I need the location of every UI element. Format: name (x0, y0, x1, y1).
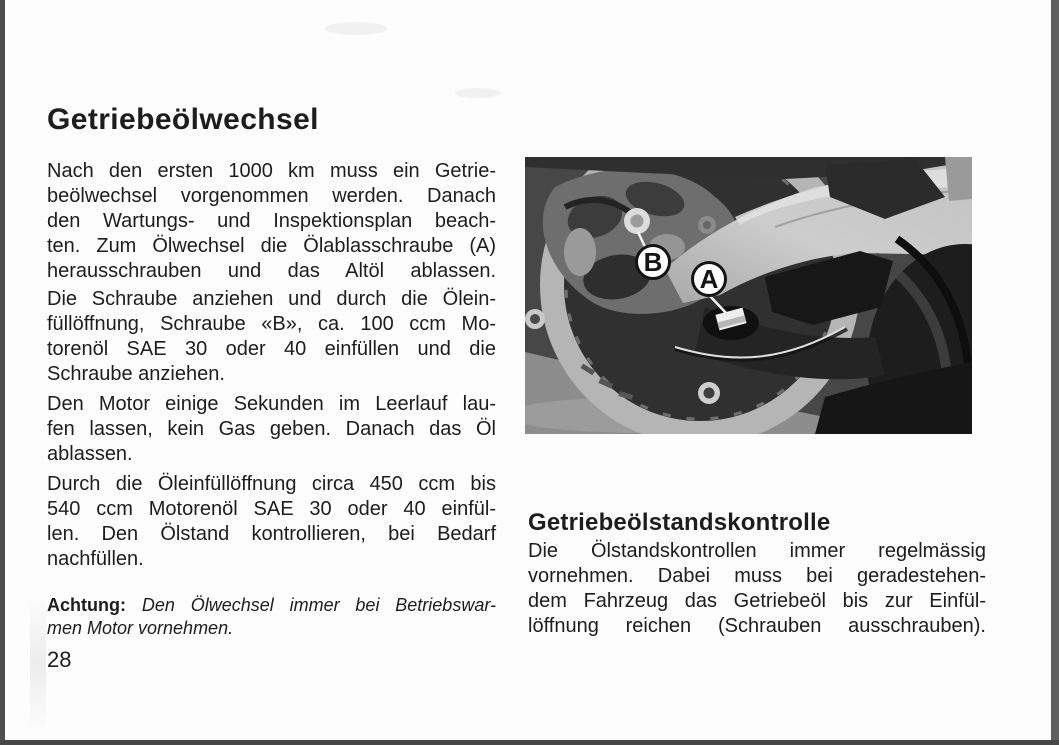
scan-smudge (455, 88, 501, 98)
text-line: löffnung reichen (Schrauben ausschrauben). (528, 615, 986, 637)
paragraph (47, 287, 496, 387)
photo-label-b (637, 246, 670, 279)
text-line: dem Fahrzeug das Getriebeöl bis zur Einfül- (528, 590, 986, 612)
text-line: Schraube anziehen. (47, 363, 225, 385)
text-line: Durch die Öleinfüllöffnung circa 450 ccm bis (47, 473, 496, 495)
gearbox-photo (525, 157, 972, 434)
svg-text:B: B (643, 247, 663, 277)
text-line: Die Ölstandskontrollen immer regelmässig (528, 540, 986, 562)
paragraph (47, 472, 496, 572)
text-line: 540 ccm Motorenöl SAE 30 oder 40 einfül- (47, 498, 496, 520)
page-number: 28 (47, 647, 72, 672)
section-heading: Getriebeölstandskontrolle (528, 508, 831, 536)
text-line: fen lassen, kein Gas geben. Danach das Öl (47, 418, 496, 440)
screw-small (698, 216, 716, 234)
scan-streak (30, 598, 46, 730)
gearbox-photo-canvas (525, 157, 972, 434)
scan-edge-right (1051, 0, 1059, 745)
warning-note (47, 594, 496, 640)
rim-screw (698, 382, 720, 404)
scan-edge-left (0, 0, 5, 745)
text-line: den Wartungs- und Inspektionsplan beach- (47, 210, 496, 232)
text-line: len. Den Ölstand kontrollieren, bei Bedarf (47, 523, 496, 545)
note-text: Den Ölwechsel immer bei Betriebswar- (125, 595, 496, 615)
text-line: beölwechsel vorgenommen werden. Danach (47, 185, 496, 207)
text-line: Die Schraube anziehen und durch die Ölein- (47, 288, 496, 310)
paragraph (528, 539, 986, 639)
text-line: ten. Zum Ölwechsel die Ölablasschraube (A) (47, 235, 496, 257)
text-line: Nach den ersten 1000 km muss ein Getrie- (47, 160, 496, 182)
note-label: Achtung: (47, 595, 126, 615)
note-text: men Motor vornehmen. (47, 618, 234, 638)
rim-screw (525, 309, 545, 329)
paragraph (47, 392, 496, 467)
text-line: Den Motor einige Sekunden im Leerlauf lau- (47, 393, 496, 415)
svg-text:A: A (699, 264, 719, 294)
text-line: nachfüllen. (47, 548, 144, 570)
text-line: ablassen. (47, 443, 133, 465)
text-line: füllöffnung, Schraube «B», ca. 100 ccm Mo- (47, 313, 496, 335)
text-line: vornehmen. Dabei muss bei geradestehen- (528, 565, 986, 587)
scan-edge-bottom (0, 740, 1059, 745)
paragraph (47, 159, 496, 284)
photo-label-a (693, 263, 726, 296)
text-line: torenöl SAE 30 oder 40 einfüllen und die (47, 338, 496, 360)
text-line: herausschrauben und das Altöl ablassen. (47, 260, 496, 282)
scan-smudge (325, 22, 387, 35)
screw-b (624, 208, 650, 234)
page-title: Getriebeölwechsel (47, 103, 319, 137)
